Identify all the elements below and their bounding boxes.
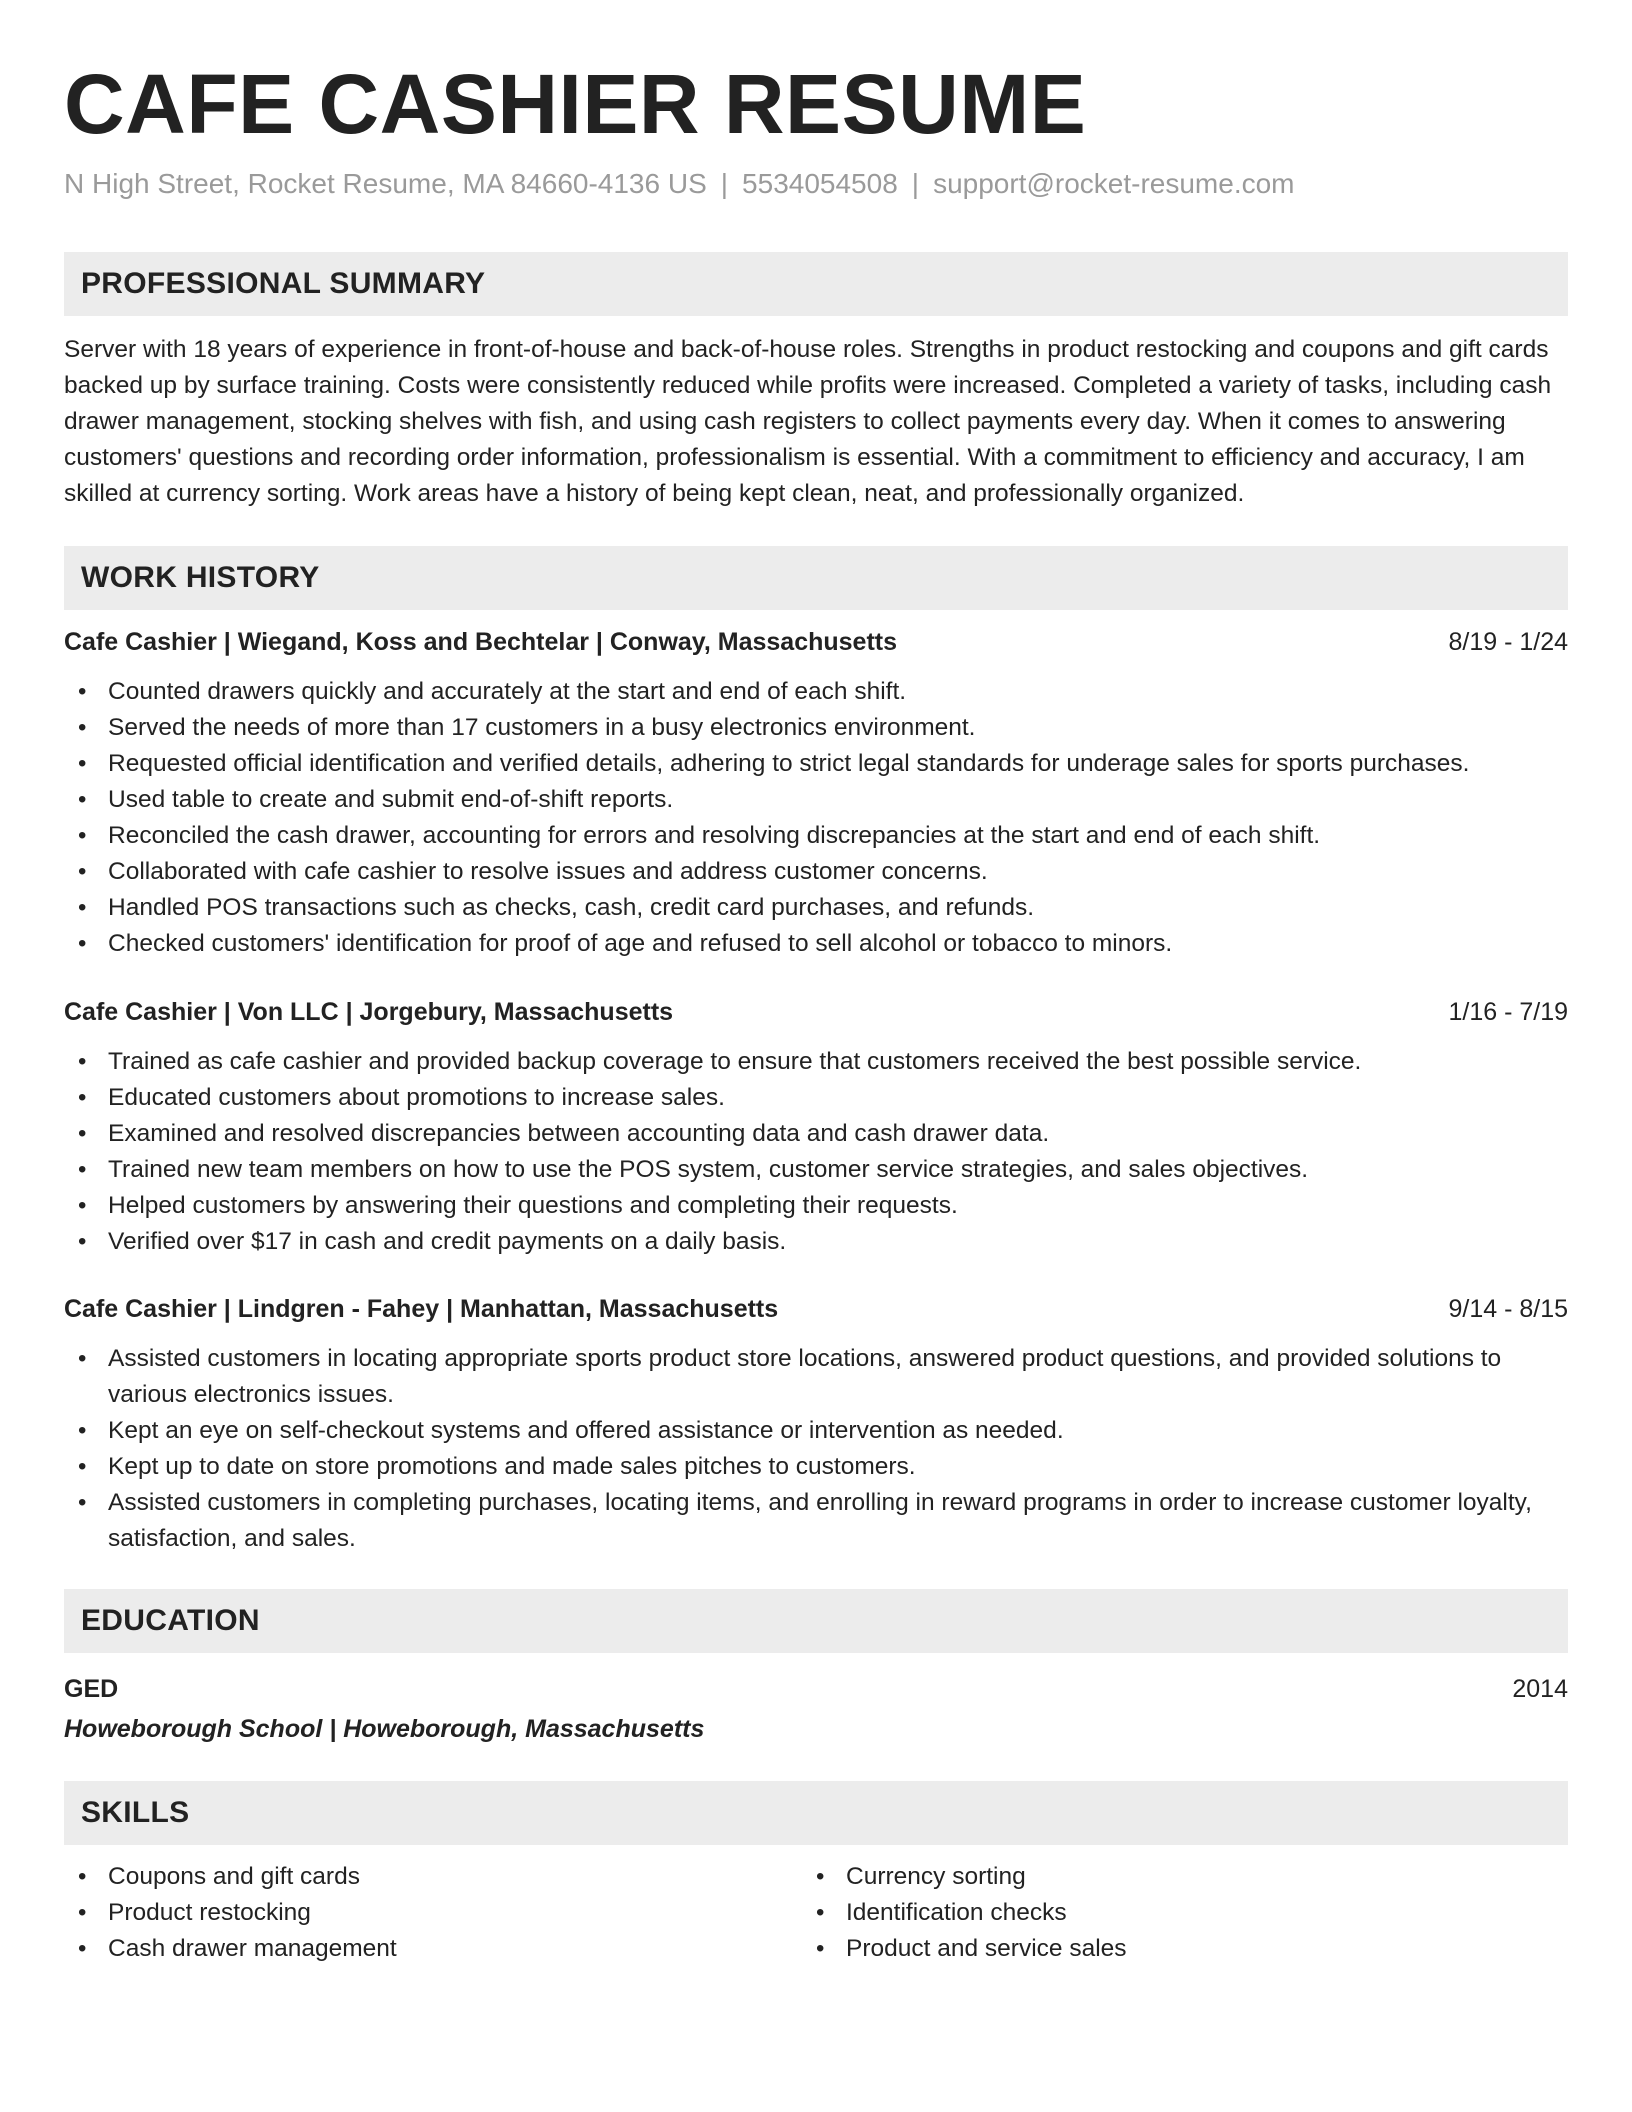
section-heading-summary: PROFESSIONAL SUMMARY xyxy=(64,252,1568,316)
list-item-text: Coupons and gift cards xyxy=(108,1863,360,1890)
job-header xyxy=(64,1291,1568,1327)
list-item xyxy=(64,1859,802,1895)
bullet-icon: • xyxy=(78,858,87,885)
job-header xyxy=(64,994,1568,1030)
bullet-icon: • xyxy=(78,1489,87,1516)
skills-column-left xyxy=(64,1859,802,1967)
skills-list xyxy=(64,1859,802,1967)
bullet-icon: • xyxy=(78,1935,87,1962)
list-item-text: Cash drawer management xyxy=(108,1935,397,1962)
list-item-text: Assisted customers in completing purchases, locating items, and enrolling in reward programs in order to increase customer loyalty, satisfaction, and sales. xyxy=(108,1489,1532,1552)
contact-email: support@rocket-resume.com xyxy=(933,168,1295,199)
job-dates: 9/14 - 8/15 xyxy=(1448,1295,1568,1323)
bullet-icon: • xyxy=(78,894,87,921)
list-item xyxy=(64,1224,1568,1260)
bullet-icon: • xyxy=(78,1417,87,1444)
list-item-text: Counted drawers quickly and accurately at the start and end of each shift. xyxy=(108,678,907,705)
bullet-icon: • xyxy=(78,750,87,777)
list-item xyxy=(802,1931,1540,1967)
bullet-icon: • xyxy=(78,1048,87,1075)
summary-text: Server with 18 years of experience in front-of-house and back-of-house roles. Strengths in product restocking and coupons and gift cards backed up by surface training. Costs were consistently reduced while profits were increased. Completed a variety of tasks, including cash drawer management, stocking shelves with fish, and using cash registers to collect payments every day. When it comes to answering customers' questions and recording order information, professionalism is essential. With a commitment to efficiency and accuracy, I am skilled at currency sorting. Work areas have a history of being kept clean, neat, and professionally organized. xyxy=(64,336,1552,507)
education-year: 2014 xyxy=(1512,1675,1568,1703)
list-item-text: Kept up to date on store promotions and made sales pitches to customers. xyxy=(108,1453,916,1480)
list-item xyxy=(64,782,1568,818)
job-title: Cafe Cashier | Lindgren - Fahey | Manhattan, Massachusetts xyxy=(64,1295,779,1323)
job-entry xyxy=(64,1291,1568,1557)
list-item xyxy=(64,746,1568,782)
list-item-text: Handled POS transactions such as checks, cash, credit card purchases, and refunds. xyxy=(108,894,1035,921)
contact-separator: | xyxy=(911,168,920,199)
list-item-text: Kept an eye on self-checkout systems and offered assistance or intervention as needed. xyxy=(108,1417,1064,1444)
job-title: Cafe Cashier | Wiegand, Koss and Bechtelar | Conway, Massachusetts xyxy=(64,628,897,656)
bullet-icon: • xyxy=(78,1863,87,1890)
job-bullets xyxy=(64,1044,1568,1260)
skills-list xyxy=(802,1859,1540,1967)
job-entry xyxy=(64,994,1568,1260)
bullet-icon: • xyxy=(78,1899,87,1926)
education-school: Howeborough School | Howeborough, Massachusetts xyxy=(64,1715,705,1743)
list-item-text: Served the needs of more than 17 customers in a busy electronics environment. xyxy=(108,714,976,741)
education-degree: GED xyxy=(64,1675,119,1703)
list-item xyxy=(64,1080,1568,1116)
list-item xyxy=(64,1413,1568,1449)
list-item xyxy=(64,1188,1568,1224)
bullet-icon: • xyxy=(78,1228,87,1255)
list-item-text: Trained as cafe cashier and provided backup coverage to ensure that customers received the best possible service. xyxy=(108,1048,1362,1075)
list-item-text: Product restocking xyxy=(108,1899,311,1926)
contact-address: N High Street, Rocket Resume, MA 84660-4136 US xyxy=(64,168,707,199)
list-item-text: Identification checks xyxy=(846,1899,1067,1926)
list-item-text: Trained new team members on how to use the POS system, customer service strategies, and sales objectives. xyxy=(108,1156,1309,1183)
list-item xyxy=(64,1152,1568,1188)
bullet-icon: • xyxy=(78,678,87,705)
list-item-text: Examined and resolved discrepancies between accounting data and cash drawer data. xyxy=(108,1120,1050,1147)
bullet-icon: • xyxy=(78,714,87,741)
bullet-icon: • xyxy=(78,1156,87,1183)
list-item-text: Requested official identification and verified details, adhering to strict legal standards for underage sales for sports purchases. xyxy=(108,750,1470,777)
bullet-icon: • xyxy=(78,1345,87,1372)
bullet-icon: • xyxy=(816,1935,825,1962)
list-item xyxy=(64,1341,1568,1413)
list-item xyxy=(64,1116,1568,1152)
list-item xyxy=(802,1859,1540,1895)
list-item xyxy=(64,1449,1568,1485)
bullet-icon: • xyxy=(78,822,87,849)
list-item-text: Checked customers' identification for proof of age and refused to sell alcohol or tobacco to minors. xyxy=(108,930,1173,957)
education-entry xyxy=(64,1671,1568,1707)
list-item-text: Product and service sales xyxy=(846,1935,1127,1962)
skills-column-right xyxy=(802,1859,1540,1967)
list-item xyxy=(64,1895,802,1931)
list-item xyxy=(64,1485,1568,1557)
list-item-text: Collaborated with cafe cashier to resolve issues and address customer concerns. xyxy=(108,858,988,885)
bullet-icon: • xyxy=(78,1120,87,1147)
resume-title: CAFE CASHIER RESUME xyxy=(64,57,1087,151)
list-item-text: Educated customers about promotions to increase sales. xyxy=(108,1084,725,1111)
job-bullets xyxy=(64,674,1568,962)
list-item xyxy=(64,926,1568,962)
job-dates: 8/19 - 1/24 xyxy=(1448,628,1568,656)
section-heading-education: EDUCATION xyxy=(64,1589,1568,1653)
contact-separator: | xyxy=(720,168,729,199)
list-item xyxy=(64,854,1568,890)
list-item xyxy=(64,674,1568,710)
list-item-text: Used table to create and submit end-of-shift reports. xyxy=(108,786,674,813)
list-item-text: Verified over $17 in cash and credit payments on a daily basis. xyxy=(108,1228,787,1255)
list-item-text: Assisted customers in locating appropriate sports product store locations, answered product questions, and provided solutions to various electronics issues. xyxy=(108,1345,1502,1408)
bullet-icon: • xyxy=(78,1192,87,1219)
list-item xyxy=(64,818,1568,854)
job-header xyxy=(64,624,1568,660)
bullet-icon: • xyxy=(78,786,87,813)
job-bullets xyxy=(64,1341,1568,1557)
contact-phone: 5534054508 xyxy=(742,168,898,199)
list-item-text: Currency sorting xyxy=(846,1863,1026,1890)
bullet-icon: • xyxy=(816,1863,825,1890)
bullet-icon: • xyxy=(78,1084,87,1111)
bullet-icon: • xyxy=(816,1899,825,1926)
bullet-icon: • xyxy=(78,1453,87,1480)
section-heading-work-history: WORK HISTORY xyxy=(64,546,1568,610)
job-dates: 1/16 - 7/19 xyxy=(1448,998,1568,1026)
list-item-text: Reconciled the cash drawer, accounting for errors and resolving discrepancies at the start and end of each shift. xyxy=(108,822,1321,849)
list-item-text: Helped customers by answering their questions and completing their requests. xyxy=(108,1192,958,1219)
list-item xyxy=(64,1044,1568,1080)
job-title: Cafe Cashier | Von LLC | Jorgebury, Massachusetts xyxy=(64,998,674,1026)
section-heading-skills: SKILLS xyxy=(64,1781,1568,1845)
list-item xyxy=(64,890,1568,926)
skills-grid xyxy=(64,1859,1568,1967)
list-item xyxy=(802,1895,1540,1931)
list-item xyxy=(64,710,1568,746)
contact-line xyxy=(64,166,1568,202)
job-entry xyxy=(64,624,1568,962)
list-item xyxy=(64,1931,802,1967)
bullet-icon: • xyxy=(78,930,87,957)
